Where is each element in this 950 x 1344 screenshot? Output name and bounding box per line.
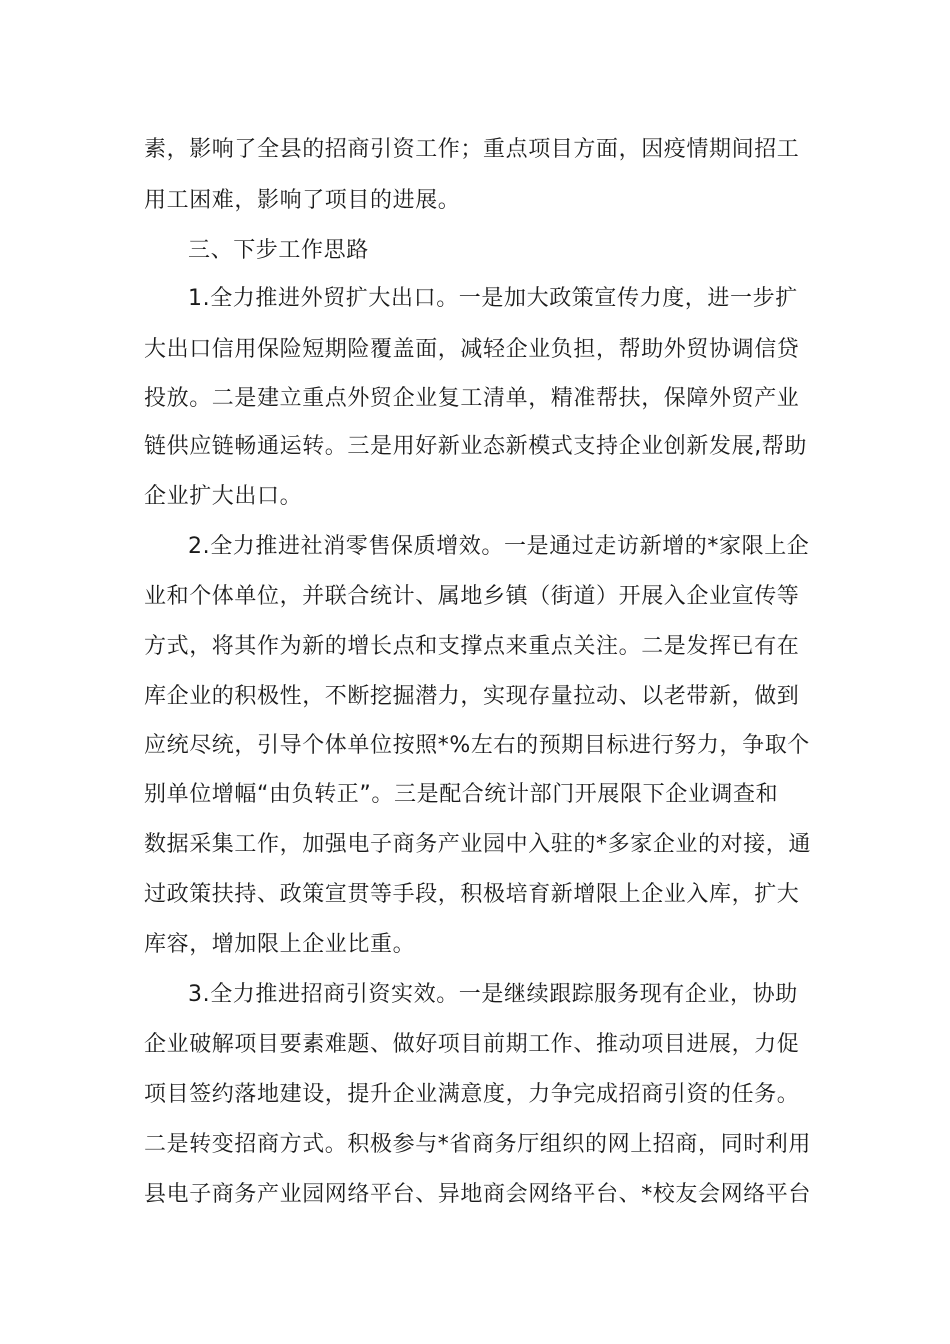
text-line: 企业扩大出口。 bbox=[144, 484, 303, 509]
paragraph-start: 2.全力推进社消零售保质增效。一是通过走访新增的*家限上企 bbox=[188, 534, 810, 559]
text-line: 方式，将其作为新的增长点和支撑点来重点关注。二是发挥已有在 bbox=[144, 634, 800, 659]
text-line: 素，影响了全县的招商引资工作；重点项目方面，因疫情期间招工 bbox=[144, 137, 800, 162]
text-line: 业和个体单位，并联合统计、属地乡镇（街道）开展入企业宣传等 bbox=[144, 584, 800, 609]
text-line: 库企业的积极性，不断挖掘潜力，实现存量拉动、以老带新，做到 bbox=[144, 684, 800, 709]
text-line: 链供应链畅通运转。三是用好新业态新模式支持企业创新发展,帮助 bbox=[144, 434, 807, 459]
text-line: 库容，增加限上企业比重。 bbox=[144, 932, 416, 957]
text-line: 项目签约落地建设，提升企业满意度，力争完成招商引资的任务。 bbox=[144, 1082, 800, 1107]
text-line: 企业破解项目要素难题、做好项目前期工作、推动项目进展，力促 bbox=[144, 1032, 800, 1057]
paragraph-start: 1.全力推进外贸扩大出口。一是加大政策宣传力度，进一步扩 bbox=[188, 286, 798, 311]
section-heading: 三、下步工作思路 bbox=[188, 238, 369, 263]
text-line: 投放。二是建立重点外贸企业复工清单，精准帮扶，保障外贸产业 bbox=[144, 386, 800, 411]
text-line: 县电子商务产业园网络平台、异地商会网络平台、*校友会网络平台 bbox=[144, 1182, 812, 1207]
text-line: 用工困难，影响了项目的进展。 bbox=[144, 188, 461, 213]
text-line: 二是转变招商方式。积极参与*省商务厅组织的网上招商，同时利用 bbox=[144, 1132, 812, 1157]
text-line: 数据采集工作，加强电子商务产业园中入驻的*多家企业的对接，通 bbox=[144, 832, 812, 857]
paragraph-start: 3.全力推进招商引资实效。一是继续跟踪服务现有企业，协助 bbox=[188, 982, 798, 1007]
text-line: 别单位增幅“由负转正”。三是配合统计部门开展限下企业调查和 bbox=[144, 782, 779, 807]
text-line: 应统尽统，引导个体单位按照*%左右的预期目标进行努力，争取个 bbox=[144, 733, 810, 758]
text-line: 大出口信用保险短期险覆盖面，减轻企业负担，帮助外贸协调信贷 bbox=[144, 337, 800, 362]
text-line: 过政策扶持、政策宣贯等手段，积极培育新增限上企业入库，扩大 bbox=[144, 882, 800, 907]
